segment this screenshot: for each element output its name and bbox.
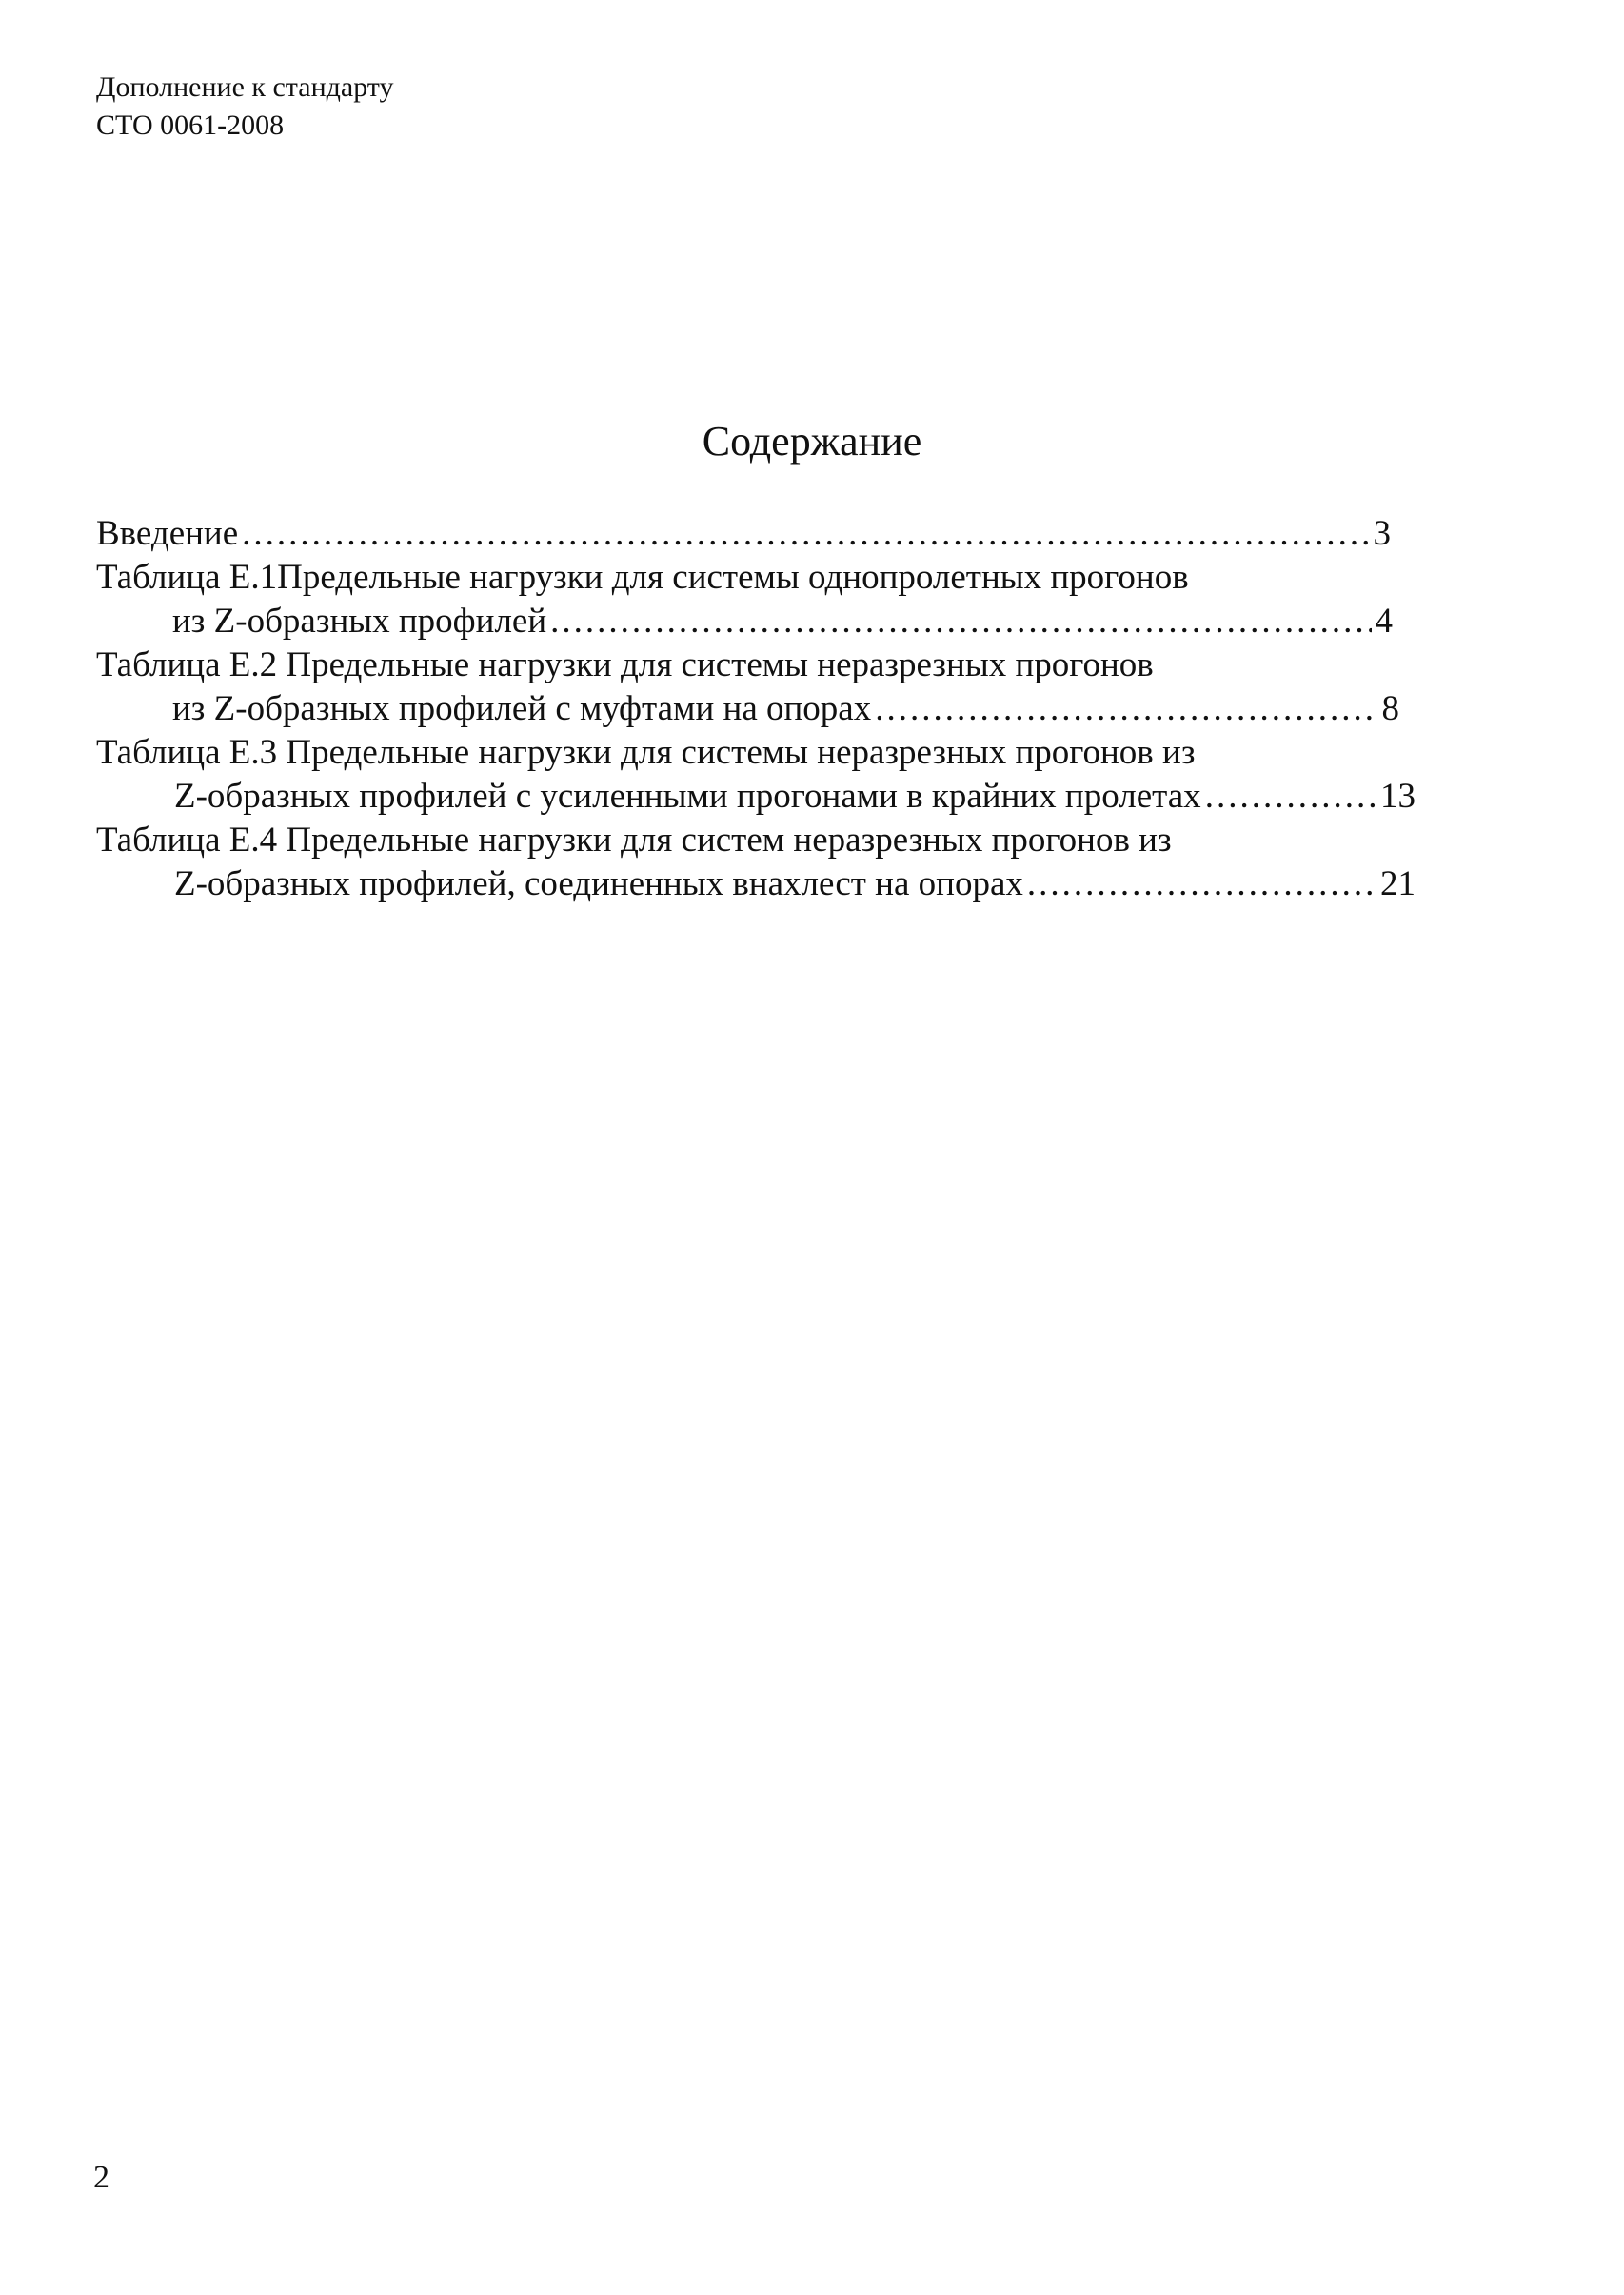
toc-entry-table-e4[interactable] [96, 819, 1416, 906]
toc-entry-table-e3[interactable] [96, 731, 1416, 819]
toc-entry-text: из Z-образных профилей с муфтами на опорах [172, 689, 872, 728]
toc-entry-text: Z-образных профилей с усиленными прогонами в крайних пролетах [174, 777, 1201, 816]
table-of-contents [96, 512, 1416, 906]
dot-leader [1027, 862, 1376, 906]
page-number: 2 [93, 2160, 109, 2195]
toc-page-number: 13 [1380, 777, 1416, 816]
toc-page-number: 4 [1375, 602, 1393, 641]
toc-entry-text: Таблица Е.1Предельные нагрузки для системы однопролетных прогонов [96, 558, 1189, 597]
dot-leader [242, 512, 1369, 556]
toc-entry-text: Введение [96, 514, 239, 553]
toc-entry-text: Таблица Е.4 Предельные нагрузки для систем неразрезных прогонов из [96, 821, 1172, 860]
dot-leader [875, 687, 1377, 731]
toc-page-number: 8 [1381, 689, 1399, 728]
toc-entry-text: Таблица Е.3 Предельные нагрузки для системы неразрезных прогонов из [96, 733, 1196, 772]
toc-entry-text: из Z-образных профилей [172, 602, 547, 641]
toc-entry-table-e2[interactable] [96, 643, 1416, 731]
toc-entry-text: Z-образных профилей, соединенных внахлест на опорах [174, 864, 1023, 903]
toc-entry-table-e1[interactable] [96, 556, 1416, 643]
document-header [96, 69, 394, 145]
header-standard-code: СТО 0061-2008 [96, 109, 285, 141]
toc-page-number: 3 [1373, 514, 1391, 553]
toc-page-number: 21 [1380, 864, 1416, 903]
toc-entry-text: Таблица Е.2 Предельные нагрузки для системы неразрезных прогонов [96, 645, 1154, 684]
dot-leader [550, 600, 1371, 643]
toc-entry-introduction[interactable] [96, 512, 1416, 556]
toc-title: Содержание [702, 418, 922, 465]
dot-leader [1205, 775, 1376, 819]
header-supplement-label: Дополнение к стандарту [96, 71, 394, 103]
